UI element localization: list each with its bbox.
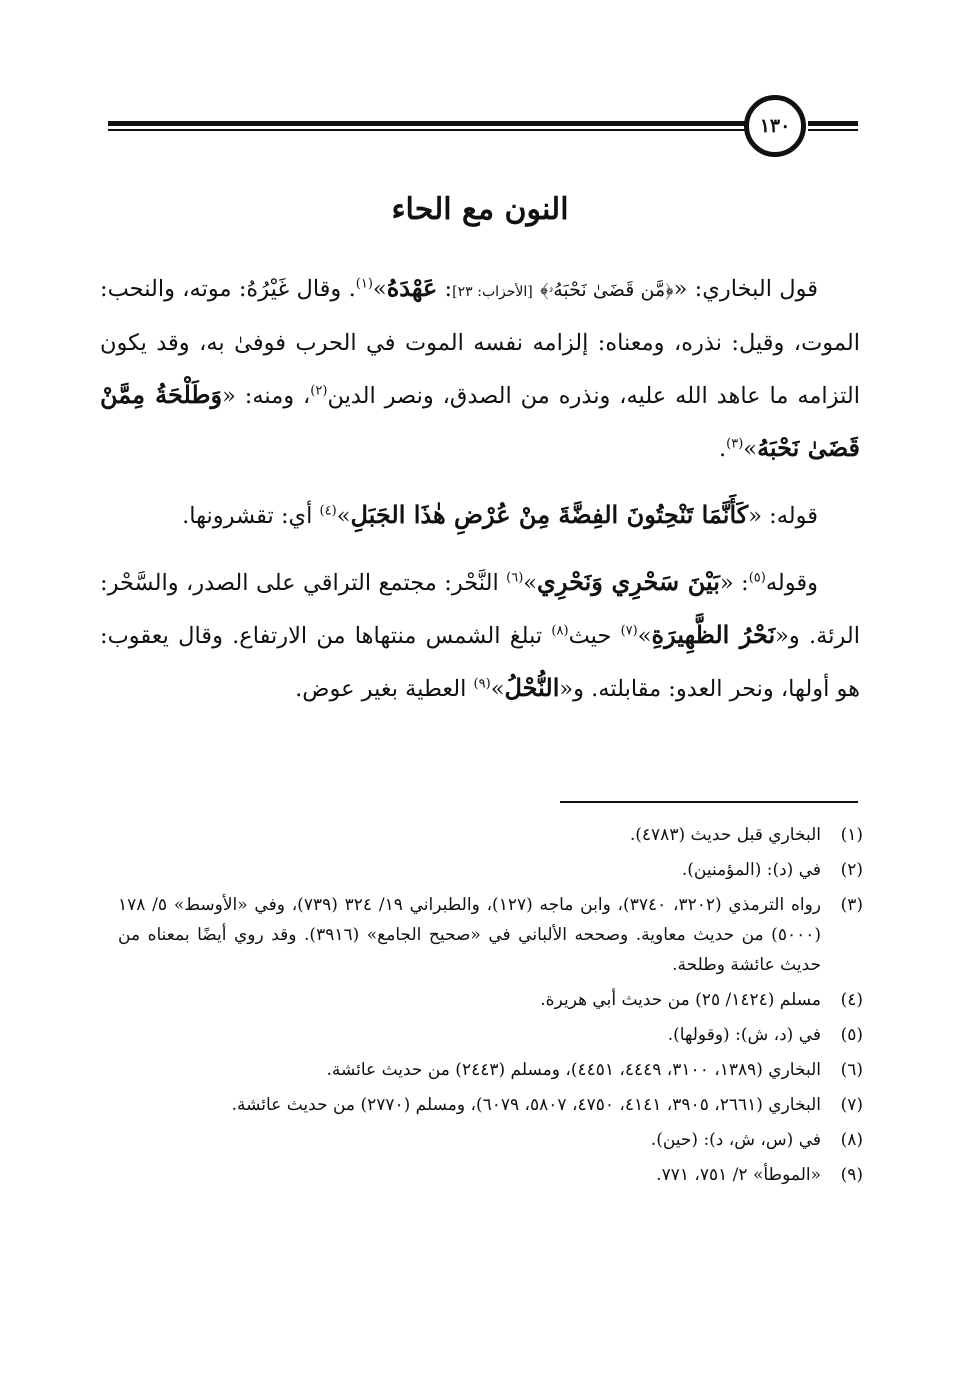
paragraph-3 bbox=[100, 556, 860, 715]
header-rule-thin bbox=[108, 129, 746, 131]
page-number: ١٣٠ bbox=[744, 95, 806, 157]
footnote-text: البخاري (٢٦٦١، ٣٩٠٥، ٤١٤١، ٤٧٥٠، ٥٨٠٧، ٦٠٧٩)، ومسلم (٢٧٧٠) من حديث عائشة. bbox=[231, 1095, 821, 1115]
text: » bbox=[637, 623, 652, 649]
paragraph-1 bbox=[100, 262, 860, 475]
page-header bbox=[108, 95, 858, 157]
footnote-number: (٥) bbox=[840, 1025, 863, 1045]
hadith-term: وَطَلْحَةُ مِمَّنْ قَضَىٰ نَحْبَهُ bbox=[100, 380, 860, 462]
footnote-text: رواه الترمذي (٣٢٠٢، ٣٧٤٠)، وابن ماجه (١٢٧)، والطبراني ١٩/ ٣٢٤ (٧٣٩)، وفي «الأوسط» ٥/ ١٧٨ (٥٠٠٠) من حديث معاوية. وصححه الألباني في «صحيح الجامع» (٣٩١٦). وقد روي أيضًا بمعناه من حديث عائشة وطلحة. bbox=[118, 895, 821, 975]
header-rule-right-thin bbox=[808, 129, 858, 131]
hadith-term: نَحْرُ الظَّهِيرَةِ bbox=[651, 620, 776, 649]
footnote-text: «الموطأ» ٢/ ٧٥١، ٧٧١. bbox=[656, 1165, 821, 1185]
hadith-term: عَهْدَهُ bbox=[386, 273, 438, 302]
footnote-ref-9[interactable]: (٩) bbox=[473, 676, 491, 692]
footnote-number: (٨) bbox=[840, 1130, 863, 1150]
chapter-title: النون مع الحاء bbox=[391, 192, 569, 227]
text: » bbox=[743, 436, 758, 462]
footnote-text: في (د): (المؤمنين). bbox=[681, 860, 821, 880]
text: وقوله bbox=[765, 570, 819, 596]
footnotes bbox=[118, 820, 863, 1195]
footnote-ref-1[interactable]: (١) bbox=[355, 276, 373, 292]
hadith-term: بَيْنَ سَحْرِي وَنَحْرِي bbox=[537, 567, 720, 596]
footnote-number: (١) bbox=[840, 825, 863, 845]
text: . bbox=[718, 436, 727, 462]
text: تبلغ الشمس منتهاها من الارتفاع. وقال يعقوب: هو أولها، ونحر العدو: مقابلته. و« bbox=[100, 623, 860, 702]
footnote-ref-3[interactable]: (٣) bbox=[726, 436, 744, 452]
text: ، ومنه: « bbox=[222, 383, 311, 409]
hadith-term: النُّحْلُ bbox=[504, 673, 560, 702]
footnote-ref-7[interactable]: (٧) bbox=[620, 623, 638, 639]
text: . وقال غَيْرُهُ: موته، والنحب: الموت، وقيل: نذره، ومعناه: إلزامه نفسه الموت في الحرب فوفىٰ به، وقد يكون التزامه ما عاهد الله عليه، ونذره من الصدق، ونصر الدين bbox=[100, 276, 860, 409]
footnote-number: (٧) bbox=[840, 1095, 863, 1115]
footnote-ref-8[interactable]: (٨) bbox=[551, 623, 569, 639]
footnote bbox=[118, 985, 863, 1015]
text: » bbox=[490, 676, 505, 702]
text: العطية بغير عوض. bbox=[295, 676, 474, 702]
text: النَّحْر: مجتمع التراقي على الصدر، والسَّحْر: الرئة. و« bbox=[100, 570, 861, 649]
header-rule-right bbox=[808, 121, 858, 126]
footnote bbox=[118, 1090, 863, 1120]
text: أي: تقشرونها. bbox=[182, 503, 320, 529]
footnote-number: (٤) bbox=[840, 990, 863, 1010]
header-rule bbox=[108, 121, 746, 126]
footnote bbox=[118, 855, 863, 885]
text: قوله: « bbox=[748, 503, 818, 529]
footnote-separator bbox=[560, 801, 858, 803]
footnote bbox=[118, 890, 863, 980]
text: » bbox=[336, 503, 351, 529]
text: : bbox=[437, 276, 453, 302]
paragraph-2 bbox=[100, 489, 860, 542]
footnote bbox=[118, 1020, 863, 1050]
footnote-number: (٣) bbox=[840, 895, 863, 915]
footnote-number: (٦) bbox=[840, 1060, 863, 1080]
text: » bbox=[372, 276, 387, 302]
footnote-text: البخاري قبل حديث (٤٧٨٣). bbox=[629, 825, 821, 845]
footnote-ref-4[interactable]: (٤) bbox=[319, 503, 337, 519]
quran-verse: ﴿مَّن قَضَىٰ نَحْبَهُۥ﴾ bbox=[540, 279, 674, 301]
footnote bbox=[118, 820, 863, 850]
main-text bbox=[100, 262, 860, 729]
footnote-text: البخاري (١٣٨٩، ٣١٠٠، ٤٤٤٩، ٤٤٥١)، ومسلم (٢٤٤٣) من حديث عائشة. bbox=[326, 1060, 821, 1080]
text: قول البخاري: « bbox=[673, 276, 818, 302]
footnote-ref-5[interactable]: (٥) bbox=[748, 570, 766, 586]
text: » bbox=[523, 570, 538, 596]
footnote-number: (٢) bbox=[840, 860, 863, 880]
footnote-ref-2[interactable]: (٢) bbox=[310, 383, 328, 399]
footnote-text: في (س، ش، د): (حين). bbox=[650, 1130, 821, 1150]
footnote-number: (٩) bbox=[840, 1165, 863, 1185]
footnote-ref-6[interactable]: (٦) bbox=[506, 570, 524, 586]
footnote-text: في (د، ش): (وقولها). bbox=[667, 1025, 821, 1045]
hadith-term: كَأَنَّمَا تَنْحِتُونَ الفِضَّةَ مِنْ عُرْضِ هٰذَا الجَبَلِ bbox=[350, 500, 749, 529]
footnote bbox=[118, 1055, 863, 1085]
footnote bbox=[118, 1160, 863, 1190]
footnote bbox=[118, 1125, 863, 1155]
text: حيث bbox=[568, 623, 621, 649]
text: : « bbox=[719, 570, 749, 596]
verse-citation: [الأحزاب: ٢٣] bbox=[452, 284, 533, 300]
footnote-text: مسلم (١٤٢٤/ ٢٥) من حديث أبي هريرة. bbox=[540, 990, 821, 1010]
